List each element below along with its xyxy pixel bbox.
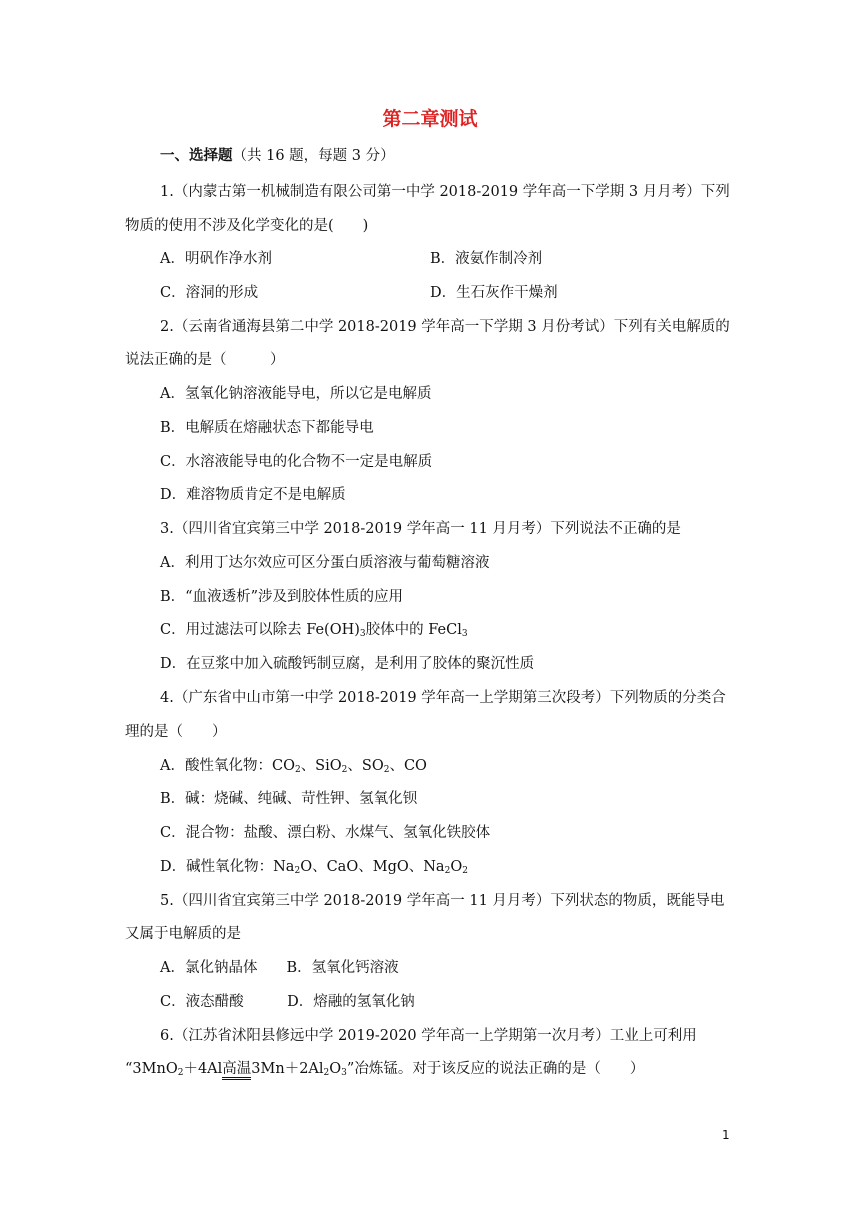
equation-text: 3Mn＋2Al [251, 1061, 324, 1077]
option-text: D．碱性氧化物：Na [160, 859, 295, 875]
option-text: 、SO [347, 758, 384, 774]
question-3-option-c [160, 620, 468, 644]
option-text: 胶体中的 FeCl [365, 622, 462, 638]
subscript: 3 [341, 1068, 347, 1078]
option-text: 、SiO [300, 758, 342, 774]
page-title: 第二章测试 [382, 108, 478, 130]
question-2-stem-continued: 说法正确的是（ ） [125, 352, 285, 368]
question-4-option-d [160, 857, 468, 881]
question-1-option-b: B．液氨作制冷剂 [430, 251, 543, 267]
question-2-option-a: A．氢氧化钠溶液能导电，所以它是电解质 [160, 386, 432, 402]
question-1-option-a: A．明矾作净水剂 [160, 251, 272, 267]
question-4-option-c: C．混合物：盐酸、漂白粉、水煤气、氢氧化铁胶体 [160, 825, 491, 841]
question-4-option-a [160, 756, 427, 780]
section-heading [160, 146, 395, 166]
reaction-condition: 高温 [222, 1061, 251, 1080]
question-5-options-cd: C．液态醋酸 D．熔融的氢氧化钠 [160, 994, 415, 1010]
question-3-stem: 3.（四川省宜宾第三中学 2018-2019 学年高一 11 月月考）下列说法不正确的是 [160, 521, 681, 537]
question-5-stem: 5.（四川省宜宾第三中学 2018-2019 学年高一 11 月月考）下列状态的物质，既能导电 [160, 893, 725, 909]
question-6-equation-line [125, 1059, 644, 1083]
equation-text: ＋4Al [183, 1061, 223, 1077]
question-4-stem-continued: 理的是（ ） [125, 724, 227, 740]
equation-text: O [329, 1061, 342, 1077]
question-2-stem: 2.（云南省通海县第二中学 2018-2019 学年高一下学期 3 月份考试）下列有关电解质的 [160, 319, 730, 335]
question-1-stem: 1.（内蒙古第一机械制造有限公司第一中学 2018-2019 学年高一下学期 3 月月考）下列 [160, 184, 730, 200]
equation-text: ”冶炼锰。对于该反应的说法正确的是（ ） [346, 1061, 645, 1077]
question-6-stem: 6.（江苏省沭阳县修远中学 2019-2020 学年高一上学期第一次月考）工业上可利用 [160, 1028, 697, 1044]
subscript: 2 [462, 866, 468, 876]
question-2-option-b: B．电解质在熔融状态下都能导电 [160, 420, 374, 436]
question-1-stem-continued: 物质的使用不涉及化学变化的是( ) [125, 218, 369, 234]
question-2-option-d: D．难溶物质肯定不是电解质 [160, 487, 346, 503]
subscript: 3 [461, 629, 468, 639]
option-text: A．酸性氧化物：CO [160, 758, 295, 774]
question-1-option-c: C．溶洞的形成 [160, 285, 259, 301]
subscript: 2 [444, 866, 451, 876]
question-3-option-b: B．“血液透析”涉及到胶体性质的应用 [160, 589, 403, 605]
option-text: C．用过滤法可以除去 Fe(OH) [160, 622, 360, 638]
question-3-option-d: D．在豆浆中加入硫酸钙制豆腐，是利用了胶体的聚沉性质 [160, 656, 535, 672]
subscript: 2 [294, 765, 301, 775]
equation-text: “3MnO [125, 1061, 178, 1077]
question-4-option-b: B．碱：烧碱、纯碱、苛性钾、氢氧化钡 [160, 791, 418, 807]
question-4-stem: 4.（广东省中山市第一中学 2018-2019 学年高一上学期第三次段考）下列物质的分类合 [160, 690, 726, 706]
question-2-option-c: C．水溶液能导电的化合物不一定是电解质 [160, 454, 433, 470]
question-3-option-a: A．利用丁达尔效应可区分蛋白质溶液与葡萄糖溶液 [160, 555, 490, 571]
option-text: 、CO [389, 758, 427, 774]
option-text: O、CaO、MgO、Na [300, 859, 445, 875]
subscript: 2 [323, 1068, 330, 1078]
subscript: 3 [359, 629, 366, 639]
option-text: O [450, 859, 463, 875]
question-5-options-ab: A．氯化钠晶体 B．氢氧化钙溶液 [160, 960, 399, 976]
page-number: 1 [722, 1128, 730, 1142]
section-note: （共 16 题，每题 3 分） [232, 148, 395, 164]
subscript: 2 [177, 1068, 184, 1078]
section-label: 一、选择题 [160, 148, 233, 164]
subscript: 2 [341, 765, 348, 775]
subscript: 2 [383, 765, 390, 775]
subscript: 2 [294, 866, 301, 876]
question-5-stem-continued: 又属于电解质的是 [125, 926, 241, 942]
question-1-option-d: D．生石灰作干燥剂 [430, 285, 558, 301]
